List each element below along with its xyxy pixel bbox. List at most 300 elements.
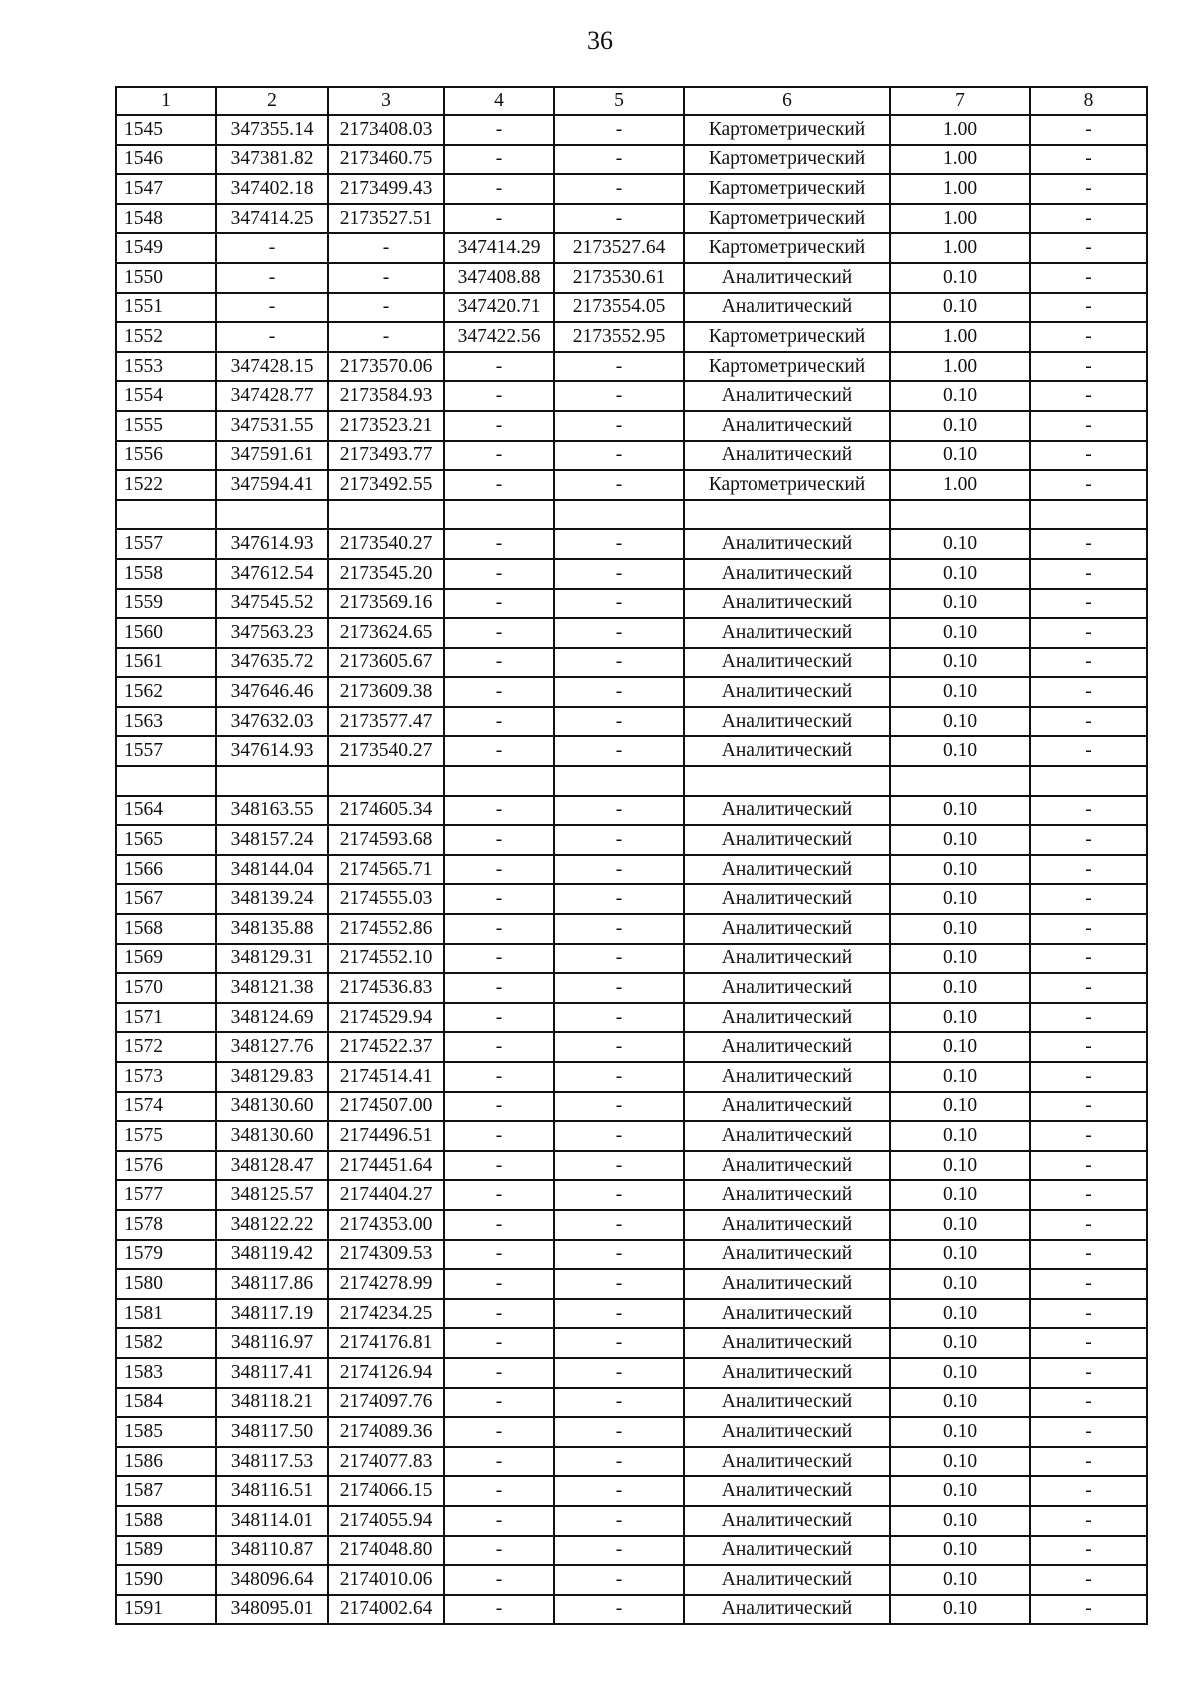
x-coordinate-alt-cell: - — [444, 1536, 554, 1566]
y-coordinate-alt-cell: - — [554, 1180, 684, 1210]
y-coordinate-cell: 2174514.41 — [328, 1062, 444, 1092]
y-coordinate-cell: 2174234.25 — [328, 1299, 444, 1329]
x-coordinate-cell: 347414.25 — [216, 204, 328, 234]
y-coordinate-cell: 2174066.15 — [328, 1476, 444, 1506]
note-cell: - — [1030, 441, 1147, 471]
y-coordinate-cell: 2174451.64 — [328, 1151, 444, 1181]
y-coordinate-alt-cell: - — [554, 1595, 684, 1625]
x-coordinate-alt-cell: - — [444, 707, 554, 737]
table-row — [116, 441, 1147, 471]
point-number-cell: 1553 — [116, 352, 216, 382]
y-coordinate-alt-cell: - — [554, 884, 684, 914]
y-coordinate-cell: 2174176.81 — [328, 1328, 444, 1358]
y-coordinate-alt-cell: - — [554, 1062, 684, 1092]
table-row — [116, 1417, 1147, 1447]
note-cell: - — [1030, 1062, 1147, 1092]
accuracy-cell: 0.10 — [890, 1003, 1030, 1033]
y-coordinate-cell — [328, 766, 444, 796]
method-cell: Картометрический — [684, 145, 890, 175]
method-cell: Картометрический — [684, 322, 890, 352]
x-coordinate-alt-cell: - — [444, 855, 554, 885]
point-number-cell — [116, 766, 216, 796]
accuracy-cell: 1.00 — [890, 174, 1030, 204]
accuracy-cell: 0.10 — [890, 263, 1030, 293]
accuracy-cell: 0.10 — [890, 973, 1030, 1003]
table-row — [116, 352, 1147, 382]
x-coordinate-cell: 348116.97 — [216, 1328, 328, 1358]
x-coordinate-cell: 348125.57 — [216, 1180, 328, 1210]
y-coordinate-cell: 2173523.21 — [328, 411, 444, 441]
method-cell: Аналитический — [684, 648, 890, 678]
y-coordinate-alt-cell: - — [554, 1328, 684, 1358]
point-number-cell: 1554 — [116, 381, 216, 411]
method-cell: Аналитический — [684, 529, 890, 559]
y-coordinate-alt-cell: - — [554, 1121, 684, 1151]
note-cell: - — [1030, 352, 1147, 382]
note-cell: - — [1030, 884, 1147, 914]
x-coordinate-alt-cell: - — [444, 973, 554, 1003]
note-cell: - — [1030, 1328, 1147, 1358]
x-coordinate-cell: 348129.31 — [216, 944, 328, 974]
x-coordinate-alt-cell: - — [444, 796, 554, 826]
y-coordinate-alt-cell: - — [554, 1032, 684, 1062]
x-coordinate-alt-cell: - — [444, 1565, 554, 1595]
y-coordinate-alt-cell: - — [554, 618, 684, 648]
x-coordinate-alt-cell: - — [444, 145, 554, 175]
note-cell: - — [1030, 1003, 1147, 1033]
y-coordinate-cell: 2174048.80 — [328, 1536, 444, 1566]
y-coordinate-alt-cell: - — [554, 204, 684, 234]
note-cell: - — [1030, 174, 1147, 204]
y-coordinate-cell: 2174496.51 — [328, 1121, 444, 1151]
x-coordinate-alt-cell: - — [444, 1328, 554, 1358]
point-number-cell: 1566 — [116, 855, 216, 885]
accuracy-cell: 0.10 — [890, 1595, 1030, 1625]
y-coordinate-cell: 2174309.53 — [328, 1240, 444, 1270]
x-coordinate-alt-cell: - — [444, 1151, 554, 1181]
y-coordinate-cell: 2173584.93 — [328, 381, 444, 411]
x-coordinate-cell: 348124.69 — [216, 1003, 328, 1033]
accuracy-cell — [890, 500, 1030, 530]
point-number-cell: 1572 — [116, 1032, 216, 1062]
point-number-cell: 1564 — [116, 796, 216, 826]
table-row — [116, 1210, 1147, 1240]
method-cell: Аналитический — [684, 1417, 890, 1447]
table-row — [116, 1003, 1147, 1033]
accuracy-cell: 0.10 — [890, 736, 1030, 766]
table-row — [116, 884, 1147, 914]
accuracy-cell: 0.10 — [890, 1536, 1030, 1566]
method-cell: Аналитический — [684, 1269, 890, 1299]
point-number-cell: 1583 — [116, 1358, 216, 1388]
method-cell: Аналитический — [684, 1240, 890, 1270]
accuracy-cell: 0.10 — [890, 381, 1030, 411]
y-coordinate-cell: 2174593.68 — [328, 825, 444, 855]
table-row — [116, 293, 1147, 323]
point-number-cell: 1551 — [116, 293, 216, 323]
coordinates-table — [115, 86, 1148, 1625]
table-row — [116, 944, 1147, 974]
x-coordinate-alt-cell: - — [444, 115, 554, 145]
accuracy-cell: 0.10 — [890, 1240, 1030, 1270]
accuracy-cell — [890, 766, 1030, 796]
method-cell: Аналитический — [684, 1506, 890, 1536]
note-cell: - — [1030, 677, 1147, 707]
x-coordinate-cell: 348122.22 — [216, 1210, 328, 1240]
point-number-cell: 1569 — [116, 944, 216, 974]
x-coordinate-cell: 348121.38 — [216, 973, 328, 1003]
table-row — [116, 677, 1147, 707]
note-cell — [1030, 500, 1147, 530]
accuracy-cell: 0.10 — [890, 559, 1030, 589]
method-cell: Аналитический — [684, 1447, 890, 1477]
y-coordinate-cell: 2173570.06 — [328, 352, 444, 382]
x-coordinate-cell: 347428.77 — [216, 381, 328, 411]
method-cell: Аналитический — [684, 1210, 890, 1240]
method-cell: Аналитический — [684, 1595, 890, 1625]
method-cell: Аналитический — [684, 1299, 890, 1329]
accuracy-cell: 0.10 — [890, 648, 1030, 678]
method-cell: Картометрический — [684, 115, 890, 145]
y-coordinate-alt-cell: - — [554, 381, 684, 411]
note-cell: - — [1030, 973, 1147, 1003]
y-coordinate-cell: - — [328, 322, 444, 352]
method-cell: Аналитический — [684, 677, 890, 707]
accuracy-cell: 1.00 — [890, 233, 1030, 263]
x-coordinate-cell: 348163.55 — [216, 796, 328, 826]
x-coordinate-alt-cell: 347422.56 — [444, 322, 554, 352]
note-cell: - — [1030, 1032, 1147, 1062]
x-coordinate-cell: 347594.41 — [216, 470, 328, 500]
table-row — [116, 115, 1147, 145]
y-coordinate-alt-cell: - — [554, 589, 684, 619]
point-number-cell: 1565 — [116, 825, 216, 855]
note-cell: - — [1030, 322, 1147, 352]
x-coordinate-alt-cell: - — [444, 1121, 554, 1151]
y-coordinate-alt-cell: - — [554, 1269, 684, 1299]
x-coordinate-alt-cell: - — [444, 1269, 554, 1299]
point-number-cell: 1558 — [116, 559, 216, 589]
method-cell: Картометрический — [684, 204, 890, 234]
x-coordinate-cell: 347402.18 — [216, 174, 328, 204]
table-row — [116, 529, 1147, 559]
y-coordinate-alt-cell: - — [554, 1358, 684, 1388]
method-cell: Аналитический — [684, 1536, 890, 1566]
accuracy-cell: 0.10 — [890, 618, 1030, 648]
y-coordinate-alt-cell: - — [554, 707, 684, 737]
y-coordinate-cell: 2174278.99 — [328, 1269, 444, 1299]
y-coordinate-alt-cell: - — [554, 441, 684, 471]
accuracy-cell: 0.10 — [890, 914, 1030, 944]
column-header: 8 — [1030, 87, 1147, 115]
x-coordinate-alt-cell: - — [444, 174, 554, 204]
note-cell: - — [1030, 381, 1147, 411]
table-row — [116, 1092, 1147, 1122]
accuracy-cell: 1.00 — [890, 352, 1030, 382]
y-coordinate-cell: 2174055.94 — [328, 1506, 444, 1536]
y-coordinate-alt-cell: - — [554, 411, 684, 441]
x-coordinate-alt-cell: - — [444, 1003, 554, 1033]
column-header: 7 — [890, 87, 1030, 115]
table-row — [116, 618, 1147, 648]
method-cell: Аналитический — [684, 1092, 890, 1122]
accuracy-cell: 0.10 — [890, 1092, 1030, 1122]
method-cell: Аналитический — [684, 381, 890, 411]
note-cell: - — [1030, 944, 1147, 974]
x-coordinate-cell: 348117.50 — [216, 1417, 328, 1447]
note-cell: - — [1030, 707, 1147, 737]
note-cell: - — [1030, 1536, 1147, 1566]
table-row — [116, 1151, 1147, 1181]
point-number-cell: 1590 — [116, 1565, 216, 1595]
note-cell: - — [1030, 589, 1147, 619]
table-row — [116, 1595, 1147, 1625]
x-coordinate-cell: 347646.46 — [216, 677, 328, 707]
table-row — [116, 855, 1147, 885]
method-cell: Аналитический — [684, 944, 890, 974]
table-row — [116, 736, 1147, 766]
method-cell: Аналитический — [684, 293, 890, 323]
point-number-cell: 1567 — [116, 884, 216, 914]
table-row — [116, 322, 1147, 352]
column-header: 1 — [116, 87, 216, 115]
method-cell: Аналитический — [684, 559, 890, 589]
point-number-cell: 1559 — [116, 589, 216, 619]
point-number-cell: 1570 — [116, 973, 216, 1003]
x-coordinate-alt-cell: - — [444, 1210, 554, 1240]
table-row — [116, 1358, 1147, 1388]
method-cell: Аналитический — [684, 1003, 890, 1033]
y-coordinate-alt-cell: - — [554, 529, 684, 559]
y-coordinate-alt-cell: 2173554.05 — [554, 293, 684, 323]
table-row — [116, 1447, 1147, 1477]
x-coordinate-alt-cell: - — [444, 1506, 554, 1536]
point-number-cell: 1582 — [116, 1328, 216, 1358]
point-number-cell: 1588 — [116, 1506, 216, 1536]
x-coordinate-alt-cell: - — [444, 1092, 554, 1122]
note-cell: - — [1030, 796, 1147, 826]
table-row — [116, 470, 1147, 500]
note-cell: - — [1030, 825, 1147, 855]
x-coordinate-alt-cell: - — [444, 884, 554, 914]
point-number-cell: 1580 — [116, 1269, 216, 1299]
table-row — [116, 1565, 1147, 1595]
y-coordinate-alt-cell: - — [554, 352, 684, 382]
note-cell: - — [1030, 470, 1147, 500]
method-cell: Картометрический — [684, 470, 890, 500]
x-coordinate-alt-cell: - — [444, 441, 554, 471]
y-coordinate-alt-cell: - — [554, 648, 684, 678]
note-cell: - — [1030, 736, 1147, 766]
accuracy-cell: 0.10 — [890, 1210, 1030, 1240]
point-number-cell: 1586 — [116, 1447, 216, 1477]
note-cell: - — [1030, 1476, 1147, 1506]
x-coordinate-alt-cell: - — [444, 1240, 554, 1270]
method-cell: Аналитический — [684, 1328, 890, 1358]
method-cell: Аналитический — [684, 1476, 890, 1506]
x-coordinate-cell: 348127.76 — [216, 1032, 328, 1062]
point-number-cell: 1555 — [116, 411, 216, 441]
note-cell: - — [1030, 1417, 1147, 1447]
method-cell: Аналитический — [684, 973, 890, 1003]
table-row — [116, 707, 1147, 737]
note-cell: - — [1030, 1210, 1147, 1240]
method-cell: Аналитический — [684, 1151, 890, 1181]
x-coordinate-cell: 348144.04 — [216, 855, 328, 885]
point-number-cell: 1591 — [116, 1595, 216, 1625]
x-coordinate-cell — [216, 766, 328, 796]
note-cell: - — [1030, 1447, 1147, 1477]
point-number-cell: 1568 — [116, 914, 216, 944]
point-number-cell: 1578 — [116, 1210, 216, 1240]
x-coordinate-cell: 348096.64 — [216, 1565, 328, 1595]
method-cell: Аналитический — [684, 707, 890, 737]
y-coordinate-cell: 2174002.64 — [328, 1595, 444, 1625]
method-cell: Аналитический — [684, 1388, 890, 1418]
note-cell: - — [1030, 1269, 1147, 1299]
accuracy-cell: 0.10 — [890, 855, 1030, 885]
y-coordinate-alt-cell: - — [554, 145, 684, 175]
x-coordinate-cell — [216, 500, 328, 530]
note-cell: - — [1030, 529, 1147, 559]
method-cell — [684, 766, 890, 796]
accuracy-cell: 0.10 — [890, 293, 1030, 323]
accuracy-cell: 0.10 — [890, 1299, 1030, 1329]
x-coordinate-cell: 347614.93 — [216, 736, 328, 766]
x-coordinate-cell: 348118.21 — [216, 1388, 328, 1418]
y-coordinate-cell: 2174404.27 — [328, 1180, 444, 1210]
note-cell: - — [1030, 1358, 1147, 1388]
x-coordinate-alt-cell: - — [444, 204, 554, 234]
x-coordinate-cell: 348139.24 — [216, 884, 328, 914]
x-coordinate-cell: 347591.61 — [216, 441, 328, 471]
point-number-cell: 1579 — [116, 1240, 216, 1270]
y-coordinate-cell: 2173527.51 — [328, 204, 444, 234]
note-cell: - — [1030, 1092, 1147, 1122]
note-cell: - — [1030, 145, 1147, 175]
table-row — [116, 1121, 1147, 1151]
x-coordinate-alt-cell: - — [444, 1032, 554, 1062]
x-coordinate-alt-cell: - — [444, 648, 554, 678]
y-coordinate-alt-cell: - — [554, 973, 684, 1003]
table-row — [116, 1299, 1147, 1329]
x-coordinate-cell: 348116.51 — [216, 1476, 328, 1506]
y-coordinate-alt-cell: - — [554, 1092, 684, 1122]
y-coordinate-alt-cell: - — [554, 855, 684, 885]
table-row — [116, 1032, 1147, 1062]
accuracy-cell: 1.00 — [890, 145, 1030, 175]
x-coordinate-cell: 348117.53 — [216, 1447, 328, 1477]
y-coordinate-cell: 2174010.06 — [328, 1565, 444, 1595]
x-coordinate-cell: 347355.14 — [216, 115, 328, 145]
y-coordinate-cell: 2174077.83 — [328, 1447, 444, 1477]
y-coordinate-alt-cell: - — [554, 1536, 684, 1566]
note-cell: - — [1030, 1240, 1147, 1270]
y-coordinate-cell: 2173460.75 — [328, 145, 444, 175]
point-number-cell: 1576 — [116, 1151, 216, 1181]
y-coordinate-cell: 2174126.94 — [328, 1358, 444, 1388]
y-coordinate-alt-cell: - — [554, 1506, 684, 1536]
y-coordinate-cell: 2173540.27 — [328, 736, 444, 766]
accuracy-cell: 0.10 — [890, 441, 1030, 471]
y-coordinate-cell: - — [328, 233, 444, 263]
y-coordinate-cell — [328, 500, 444, 530]
point-number-cell: 1550 — [116, 263, 216, 293]
table-row — [116, 825, 1147, 855]
y-coordinate-alt-cell: - — [554, 1151, 684, 1181]
x-coordinate-cell: 348095.01 — [216, 1595, 328, 1625]
y-coordinate-alt-cell: - — [554, 677, 684, 707]
y-coordinate-alt-cell: - — [554, 470, 684, 500]
x-coordinate-alt-cell: - — [444, 411, 554, 441]
y-coordinate-alt-cell: - — [554, 796, 684, 826]
note-cell — [1030, 766, 1147, 796]
accuracy-cell: 1.00 — [890, 470, 1030, 500]
x-coordinate-cell: 348119.42 — [216, 1240, 328, 1270]
method-cell: Картометрический — [684, 174, 890, 204]
x-coordinate-alt-cell: - — [444, 677, 554, 707]
y-coordinate-alt-cell: - — [554, 1240, 684, 1270]
y-coordinate-alt-cell: 2173527.64 — [554, 233, 684, 263]
x-coordinate-cell: 348129.83 — [216, 1062, 328, 1092]
y-coordinate-alt-cell — [554, 766, 684, 796]
note-cell: - — [1030, 1299, 1147, 1329]
method-cell: Аналитический — [684, 1032, 890, 1062]
accuracy-cell: 0.10 — [890, 529, 1030, 559]
column-header: 5 — [554, 87, 684, 115]
point-number-cell: 1522 — [116, 470, 216, 500]
y-coordinate-cell: 2174089.36 — [328, 1417, 444, 1447]
method-cell: Аналитический — [684, 914, 890, 944]
accuracy-cell: 0.10 — [890, 1476, 1030, 1506]
y-coordinate-alt-cell: - — [554, 1299, 684, 1329]
y-coordinate-cell: 2173609.38 — [328, 677, 444, 707]
accuracy-cell: 0.10 — [890, 796, 1030, 826]
x-coordinate-cell: 347545.52 — [216, 589, 328, 619]
accuracy-cell: 1.00 — [890, 115, 1030, 145]
method-cell: Аналитический — [684, 1358, 890, 1388]
accuracy-cell: 1.00 — [890, 322, 1030, 352]
method-cell: Аналитический — [684, 618, 890, 648]
method-cell: Аналитический — [684, 1565, 890, 1595]
table-row — [116, 914, 1147, 944]
accuracy-cell: 1.00 — [890, 204, 1030, 234]
method-cell: Аналитический — [684, 1121, 890, 1151]
table-row — [116, 1506, 1147, 1536]
point-number-cell — [116, 500, 216, 530]
column-header: 6 — [684, 87, 890, 115]
accuracy-cell: 0.10 — [890, 1180, 1030, 1210]
method-cell: Аналитический — [684, 884, 890, 914]
note-cell: - — [1030, 1180, 1147, 1210]
accuracy-cell: 0.10 — [890, 1151, 1030, 1181]
x-coordinate-alt-cell: - — [444, 1180, 554, 1210]
method-cell: Аналитический — [684, 736, 890, 766]
y-coordinate-alt-cell: - — [554, 174, 684, 204]
table-separator-row — [116, 500, 1147, 530]
y-coordinate-cell: 2173569.16 — [328, 589, 444, 619]
note-cell: - — [1030, 411, 1147, 441]
accuracy-cell: 0.10 — [890, 1388, 1030, 1418]
x-coordinate-cell: 348114.01 — [216, 1506, 328, 1536]
note-cell: - — [1030, 115, 1147, 145]
y-coordinate-cell: 2174536.83 — [328, 973, 444, 1003]
x-coordinate-cell: 348117.19 — [216, 1299, 328, 1329]
x-coordinate-cell: 348135.88 — [216, 914, 328, 944]
method-cell: Аналитический — [684, 441, 890, 471]
column-header: 3 — [328, 87, 444, 115]
table-row — [116, 411, 1147, 441]
